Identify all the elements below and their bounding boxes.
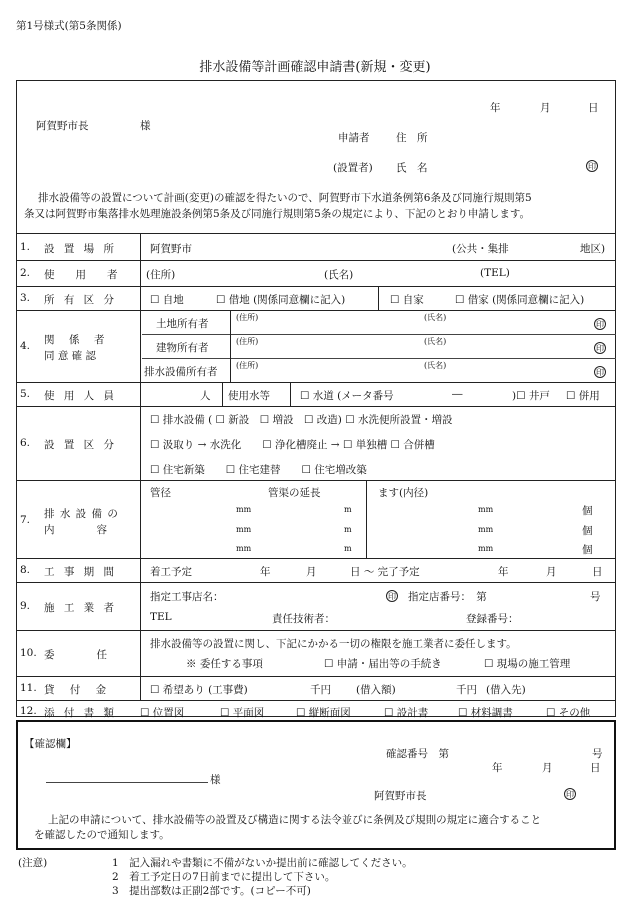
row11-from: (借入先) [486, 684, 526, 696]
row9-seal-icon: 印 [388, 592, 396, 601]
form-title: 排水設備等計画確認申請書(新規・変更) [199, 60, 431, 75]
row4-label-2: 同 意 確 認 [44, 350, 97, 362]
row6-line-2[interactable]: ☐ 汲取り → 水洗化 ☐ 浄化槽廃止 → ☐ 単独槽 ☐ 合併槽 [150, 439, 435, 451]
recipient-line [46, 782, 208, 783]
confirm-go: 号 [592, 748, 603, 760]
row10-item-2[interactable]: ☐ 現場の施工管理 [484, 658, 571, 670]
note-2: 2 着工予定日の7日前までに提出して下さい。 [112, 871, 336, 883]
row7-pipe-header: 管径 [150, 487, 171, 499]
date-month: 月 [540, 102, 551, 114]
applicant-label: 申請者 [338, 132, 370, 144]
row3-no: 3. [20, 292, 31, 304]
addressee-sama: 様 [140, 120, 151, 132]
confirm-text-1: 上記の申請について、排水設備等の設置及び構造に関する法令並びに条例及び規則の規定に適合すること [48, 814, 542, 826]
row7-ko-2: 個 [582, 525, 593, 537]
date-year: 年 [490, 102, 501, 114]
confirm-sama: 様 [210, 774, 221, 786]
confirm-seal-icon: 印 [566, 790, 574, 799]
confirm-text-2: を確認したので通知します。 [34, 829, 170, 841]
row6-line-3[interactable]: ☐ 住宅新築 ☐ 住宅建替 ☐ 住宅増改築 [150, 464, 367, 476]
row8-end-year: 年 [498, 566, 509, 578]
row9-shop: 指定工事店名： [150, 591, 224, 603]
row7-masu-mm-2: mm [478, 525, 494, 534]
row4-seal-2-icon: 印 [596, 344, 604, 353]
row12-label: 添 付 書 類 [44, 707, 118, 719]
row5-no: 5. [20, 388, 31, 400]
row7-mm-1: mm [236, 505, 252, 514]
row5-label: 使 用 人 員 [44, 390, 118, 402]
row1-city: 阿賀野市 [150, 243, 192, 255]
row3-lease-land[interactable]: ☐ 借地 (関係同意欄に記入) [216, 294, 346, 306]
row9-reg-no: 登録番号： [466, 613, 519, 625]
row7-ko-3: 個 [582, 544, 593, 556]
intro-line-2: 条又は阿賀野市集落排水処理施設条例第5条及び同施行規則第5条の規定により、下記のとおり申請します。 [24, 208, 531, 220]
row2-address: (住所) [146, 269, 176, 281]
row12-no: 12. [20, 705, 37, 717]
row3-own-land[interactable]: ☐ 自地 [150, 294, 184, 306]
row4-building-owner: 建物所有者 [156, 342, 209, 354]
applicant-seal-icon: 印 [588, 162, 596, 171]
row1-area: 地区) [580, 243, 606, 255]
row1-label: 設 置 場 所 [44, 243, 118, 255]
row10-item-label: ※ 委任する事項 [186, 658, 263, 670]
installer-label: (設置者) [333, 162, 373, 174]
row7-no: 7. [20, 514, 31, 526]
row4-addr-2: (住所) [236, 337, 259, 346]
row2-label: 使 用 者 [44, 269, 118, 281]
address-label: 住 所 [396, 132, 428, 144]
row7-length-header: 管渠の延長 [268, 487, 321, 499]
row3-label: 所 有 区 分 [44, 294, 118, 306]
row3-lease-house[interactable]: ☐ 借家 (関係同意欄に記入) [455, 294, 585, 306]
row9-tel: TEL [150, 611, 172, 623]
row4-seal-3-icon: 印 [596, 368, 604, 377]
row2-no: 2. [20, 267, 31, 279]
row5-both[interactable]: ☐ 併用 [566, 390, 600, 402]
form-number: 第1号様式(第5条関係) [16, 20, 122, 32]
row7-mm-3: mm [236, 544, 252, 553]
row9-shop-no: 指定店番号： 第 [408, 591, 487, 603]
row11-no: 11. [20, 682, 37, 694]
note-3: 3 提出部数は正副2部です。(コピー不可) [112, 885, 311, 897]
row5-person: 人 [200, 390, 211, 402]
confirm-number: 確認番号 第 [386, 748, 449, 760]
row7-ko-1: 個 [582, 505, 593, 517]
row4-addr-3: (住所) [236, 361, 259, 370]
row12-doc-other[interactable]: ☐ その他 [546, 707, 591, 719]
row5-water-label: 使用水等 [228, 390, 270, 402]
row6-label: 設 置 区 分 [44, 439, 118, 451]
row7-masu-header: ます(内径) [378, 487, 429, 499]
row4-land-owner: 土地所有者 [156, 318, 209, 330]
row12-doc-location[interactable]: ☐ 位置図 [140, 707, 185, 719]
addressee: 阿賀野市長 [36, 120, 89, 132]
row12-doc-design[interactable]: ☐ 設計書 [384, 707, 429, 719]
row11-hope[interactable]: ☐ 希望あり (工事費) [150, 684, 248, 696]
row11-sen-2: 千円 [456, 684, 477, 696]
row7-mm-2: mm [236, 525, 252, 534]
notes-label: (注意) [18, 857, 48, 869]
row10-item-1[interactable]: ☐ 申請・届出等の手続き [324, 658, 442, 670]
row7-masu-mm-1: mm [478, 505, 494, 514]
row12-doc-plan[interactable]: ☐ 平面図 [220, 707, 265, 719]
confirm-year: 年 [492, 762, 503, 774]
row5-dash: ― [452, 388, 463, 400]
confirm-month: 月 [542, 762, 553, 774]
row5-well[interactable]: )☐ 井戸 [512, 390, 550, 402]
row2-name: (氏名) [324, 269, 354, 281]
confirm-title: 【確認欄】 [24, 738, 77, 750]
row3-own-house[interactable]: ☐ 自家 [390, 294, 424, 306]
intro-line-1: 排水設備等の設置について計画(変更)の確認を得たいので、阿賀野市下水道条例第6条及び同施行規則第5 [38, 192, 532, 204]
row11-loan: (借入額) [356, 684, 396, 696]
row8-start-day: 日 〜 完了予定 [350, 566, 420, 578]
row8-end-day: 日 [592, 566, 603, 578]
row4-name-3: (氏名) [424, 361, 447, 370]
row7-label-1: 排 水 設 備 の [44, 508, 119, 520]
row12-doc-material[interactable]: ☐ 材料調書 [458, 707, 513, 719]
row6-line-1[interactable]: ☐ 排水設備 ( ☐ 新設 ☐ 増設 ☐ 改造) ☐ 水洗便所設置・増設 [150, 414, 453, 426]
row5-water[interactable]: ☐ 水道 (メータ番号 [300, 390, 394, 402]
row2-tel: (TEL) [480, 267, 510, 279]
row9-no: 9. [20, 600, 31, 612]
confirm-day: 日 [590, 762, 601, 774]
row1-no: 1. [20, 241, 31, 253]
row4-name-1: (氏名) [424, 313, 447, 322]
row12-doc-section[interactable]: ☐ 縦断面図 [296, 707, 351, 719]
row9-engineer: 責任技術者： [272, 613, 335, 625]
row4-seal-1-icon: 印 [596, 320, 604, 329]
row10-no: 10. [20, 647, 37, 659]
row11-label: 貸 付 金 [44, 684, 113, 696]
row9-go: 号 [590, 591, 601, 603]
row1-type: (公共・集排 [452, 243, 509, 255]
row4-drain-owner: 排水設備所有者 [144, 366, 218, 378]
row7-masu-mm-3: mm [478, 544, 494, 553]
row7-label-2: 内 容 [44, 524, 107, 536]
date-day: 日 [588, 102, 599, 114]
row7-m-1: m [344, 505, 352, 514]
row8-start: 着工予定 [150, 566, 192, 578]
row8-no: 8. [20, 564, 31, 576]
row8-start-month: 月 [306, 566, 317, 578]
row4-name-2: (氏名) [424, 337, 447, 346]
row4-no: 4. [20, 340, 31, 352]
row10-text: 排水設備等の設置に関し、下記にかかる一切の権限を施工業者に委任します。 [150, 638, 517, 650]
row6-no: 6. [20, 437, 31, 449]
row8-end-month: 月 [546, 566, 557, 578]
confirm-mayor: 阿賀野市長 [374, 790, 427, 802]
row11-sen-1: 千円 [310, 684, 331, 696]
row7-m-3: m [344, 544, 352, 553]
name-label: 氏 名 [396, 162, 428, 174]
row4-addr-1: (住所) [236, 313, 259, 322]
row8-start-year: 年 [260, 566, 271, 578]
row10-label: 委 任 [44, 649, 107, 661]
row8-label: 工 事 期 間 [44, 566, 118, 578]
row7-m-2: m [344, 525, 352, 534]
note-1: 1 記入漏れや書類に不備がないか提出前に確認してください。 [112, 857, 413, 869]
row4-label-1: 関 係 者 [44, 334, 107, 346]
row9-label: 施 工 業 者 [44, 602, 118, 614]
